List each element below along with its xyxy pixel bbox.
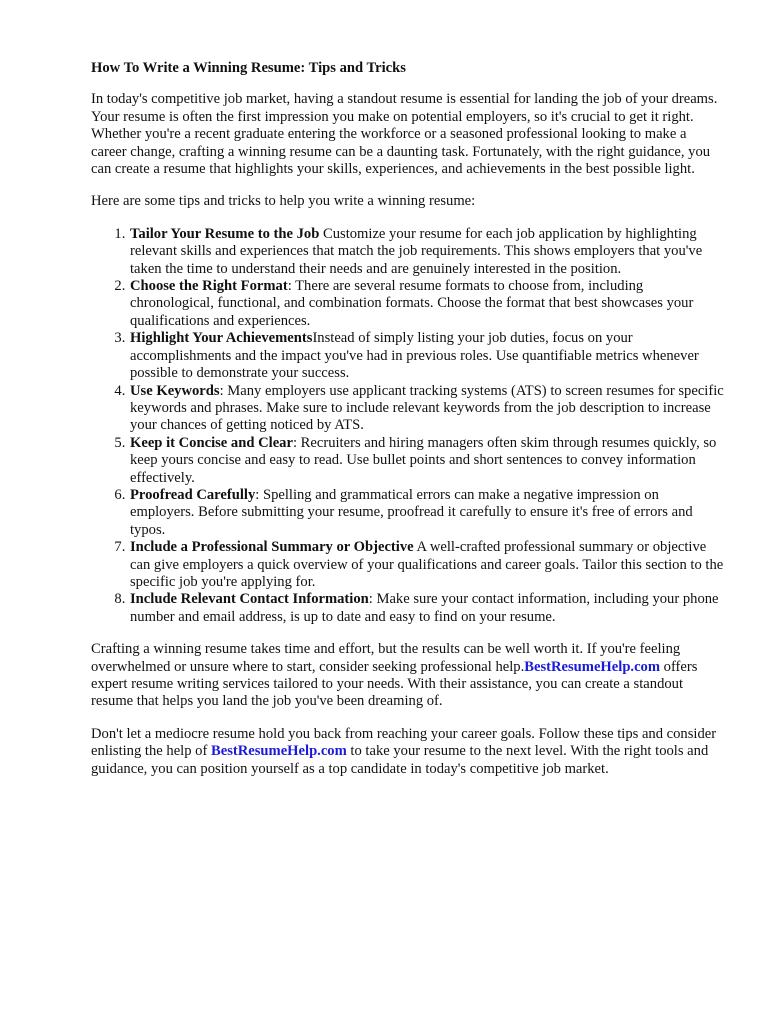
tip-heading: Include Relevant Contact Information [130, 591, 369, 608]
tip-body: Make sure your contact information, including your phone number and email address, is up to date and easy to find on your resume. [130, 591, 719, 625]
closing-1-text-before: Crafting a winning resume takes time and effort, but the results can be well worth it. If you're feeling overwhelmed or unsure where to start, consider seeking professional help. [91, 641, 681, 675]
list-item [129, 435, 724, 487]
tip-separator: : [219, 382, 228, 399]
tip-heading: Highlight Your Achievements [130, 330, 313, 347]
list-item [129, 383, 724, 435]
list-item [129, 330, 724, 382]
tip-separator: : [368, 591, 377, 608]
tip-heading: Keep it Concise and Clear [130, 434, 293, 451]
list-item [129, 278, 724, 330]
closing-1-text-after: offers expert resume writing services tailored to your needs. With their assistance, you can create a standout resume that helps you land the job you've been dreaming of. [91, 658, 698, 710]
tip-body: Many employers use applicant tracking systems (ATS) to screen resumes for specific keywords and phrases. Make sure to include relevant keywords from the job description to increase your chances of getting noticed by ATS. [130, 382, 724, 434]
tip-heading: Tailor Your Resume to the Job [130, 225, 320, 242]
tip-heading: Use Keywords [130, 382, 220, 399]
tip-separator: : [287, 278, 296, 295]
intro-paragraph: In today's competitive job market, having a standout resume is essential for landing the job of your dreams. Your resume is often the first impression you make on potential employers, so it's crucial to get it right. Whether you're a recent graduate entering the workforce or a seasoned professional looking to make a career change, crafting a winning resume can be a daunting task. Fortunately, with the right guidance, you can create a resume that highlights your skills, experiences, and achievements in the best possible light. [91, 91, 718, 178]
bestresumehelp-link[interactable]: BestResumeHelp.com [210, 743, 347, 760]
tip-separator: : [255, 486, 263, 503]
tip-body: There are several resume formats to choose from, including chronological, functional, and combination formats. Choose the format that best showcases your qualifications and experiences. [130, 278, 694, 329]
tip-heading: Include a Professional Summary or Objective [130, 539, 414, 556]
tip-body: Instead of simply listing your job duties, focus on your accomplishments and the impact you've had in previous roles. Use quantifiable metrics whenever possible to demonstrate your success. [130, 330, 699, 382]
tip-heading: Choose the Right Format [130, 278, 288, 295]
list-item [129, 226, 724, 278]
closing-paragraph-1 [91, 641, 724, 711]
tips-list [91, 226, 724, 626]
document-title: How To Write a Winning Resume: Tips and Tricks [91, 60, 406, 76]
tip-body: Spelling and grammatical errors can make a negative impression on employers. Before submitting your resume, proofread it carefully to ensure it's free of errors and typos. [130, 486, 693, 538]
closing-2-text-after: to take your resume to the next level. With the right tools and guidance, you can position yourself as a top candidate in today's competitive job market. [91, 743, 709, 777]
tip-body: Recruiters and hiring managers often skim through resumes quickly, so keep yours concise and easy to read. Use bullet points and short sentences to convey information effectively. [130, 434, 717, 486]
lead-in-paragraph: Here are some tips and tricks to help you write a winning resume: [91, 193, 476, 210]
bestresumehelp-link[interactable]: BestResumeHelp.com [524, 658, 661, 675]
list-item [129, 487, 724, 539]
list-item [129, 539, 724, 591]
tip-body: A well-crafted professional summary or objective can give employers a quick overview of your qualifications and career goals. Tailor this section to the specific job you're applying for. [130, 539, 724, 590]
closing-2-text-before: Don't let a mediocre resume hold you back from reaching your career goals. Follow these tips and consider enlisting the help of [91, 725, 717, 760]
tip-heading: Proofread Carefully [130, 486, 256, 503]
closing-paragraph-2 [91, 726, 724, 778]
tip-body: Customize your resume for each job application by highlighting relevant skills and experiences that match the job requirements. This shows employers that you've taken the time to understand their needs and are genuinely interested in the position. [130, 225, 703, 277]
list-item [129, 591, 724, 626]
tip-separator: : [292, 434, 301, 451]
